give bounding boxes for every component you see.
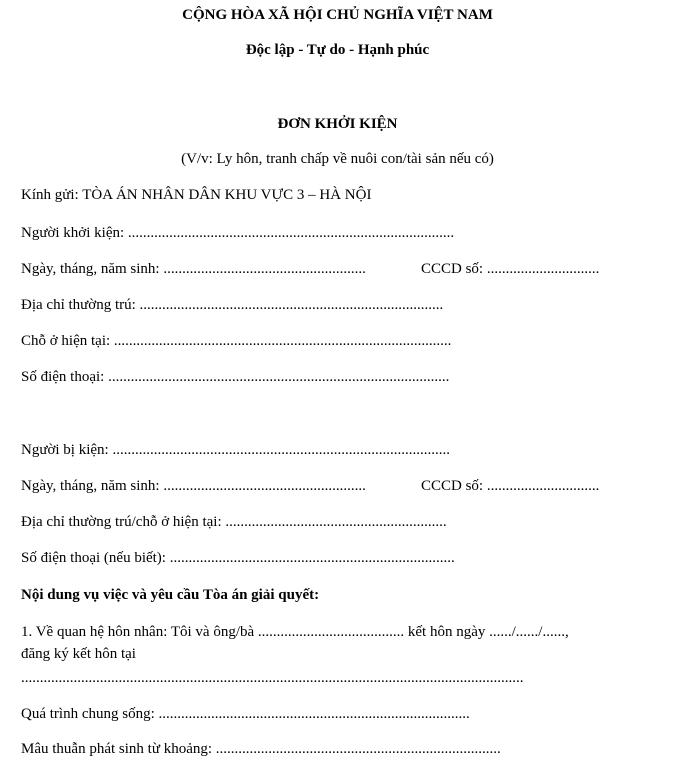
defendant-phone-field: Số điện thoại (nếu biết): ............................................................................ [21, 550, 455, 566]
recipient: Kính gửi: TÒA ÁN NHÂN DÂN KHU VỰC 3 – HÀ NỘI [21, 187, 372, 203]
defendant-address-field: Địa chỉ thường trú/chỗ ở hiện tại: ........................................................... [21, 514, 447, 530]
defendant-name-field: Người bị kiện: .......................................................................................... [21, 442, 450, 458]
marriage-line-2: đăng ký kết hôn tại [21, 646, 136, 662]
plaintiff-name-field: Người khởi kiện: ....................................................................................... [21, 225, 455, 241]
national-title: CỘNG HÒA XÃ HỘI CHỦ NGHĨA VIỆT NAM [182, 7, 493, 23]
document-title: ĐƠN KHỞI KIỆN [277, 116, 398, 132]
defendant-id-field: CCCD số: .............................. [421, 478, 600, 494]
document-subtitle: (V/v: Ly hôn, tranh chấp về nuôi con/tài sản nếu có) [181, 151, 494, 167]
content-heading: Nội dung vụ việc và yêu cầu Tòa án giải quyết: [21, 587, 320, 603]
marriage-line-1: 1. Về quan hệ hôn nhân: Tôi và ông/bà ....................................... kết hôn ngày ....../....../......, [21, 624, 569, 640]
marriage-line-3: ...................................................................................................................................... [21, 670, 524, 686]
plaintiff-id-field: CCCD số: .............................. [421, 261, 600, 277]
plaintiff-permanent-address-field: Địa chỉ thường trú: ................................................................................. [21, 297, 444, 313]
plaintiff-current-address-field: Chỗ ở hiện tại: .......................................................................................... [21, 333, 452, 349]
conflict-field: Mâu thuẫn phát sinh từ khoảng: ............................................................................ [21, 741, 501, 757]
national-motto: Độc lập - Tự do - Hạnh phúc [245, 42, 430, 58]
cohabitation-field: Quá trình chung sống: ................................................................................... [21, 706, 470, 722]
defendant-dob-field: Ngày, tháng, năm sinh: ...................................................... [21, 478, 366, 494]
plaintiff-phone-field: Số điện thoại: ........................................................................................... [21, 369, 450, 385]
plaintiff-dob-field: Ngày, tháng, năm sinh: ...................................................... [21, 261, 366, 277]
